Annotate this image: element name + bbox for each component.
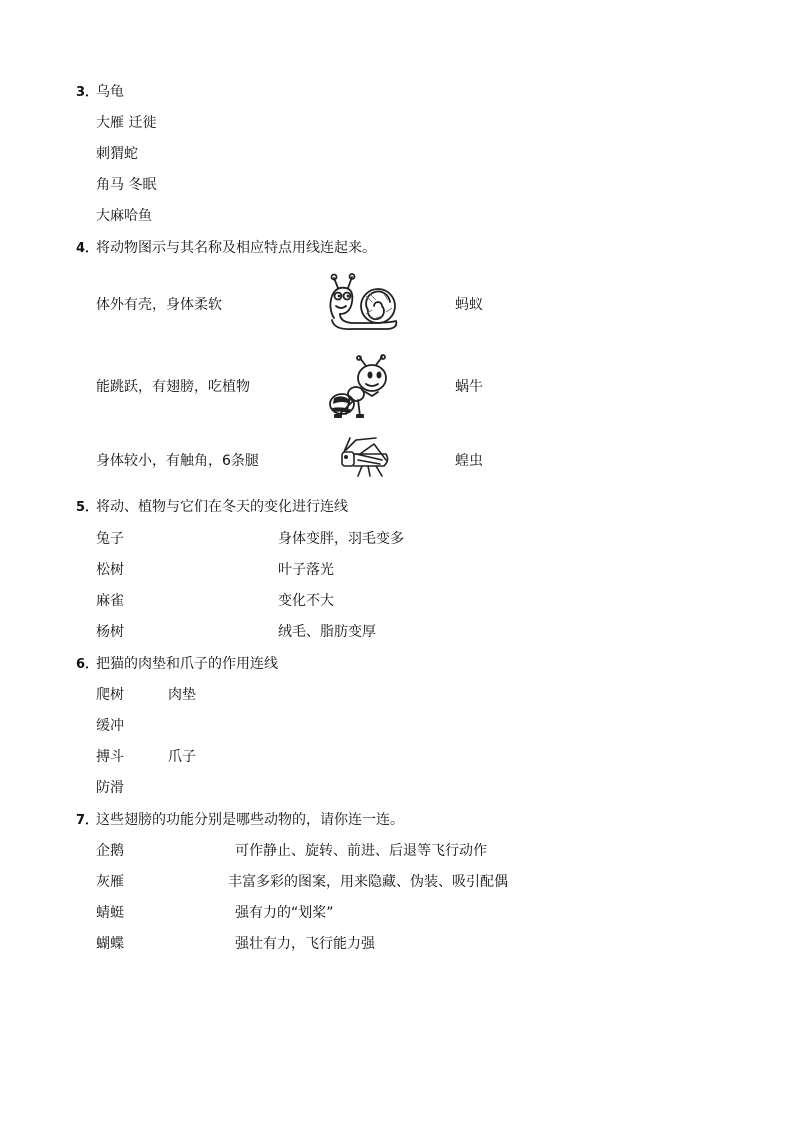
q7-number: 7．	[76, 813, 99, 828]
q7-left-item: 蝴蝶	[96, 936, 124, 952]
q6-left-item: 爬树	[96, 687, 124, 703]
q3-line: 刺猬蛇	[96, 146, 138, 162]
q3-line: 大麻哈鱼	[96, 208, 152, 224]
q6-left-item: 缓冲	[96, 718, 124, 734]
snail-icon	[326, 274, 400, 332]
q5-left-item: 松树	[96, 562, 124, 578]
q4-name: 蚂蚁	[455, 297, 483, 313]
q5-right-item: 变化不大	[278, 593, 334, 609]
q6-number: 6．	[76, 657, 99, 672]
q7-right-item: 可作静止、旋转、前进、后退等飞行动作	[235, 843, 487, 859]
q4-title: 将动物图示与其名称及相应特点用线连起来。	[96, 240, 376, 256]
q7-right-item: 丰富多彩的图案，用来隐藏、伪装、吸引配偶	[228, 874, 508, 890]
q7-title: 这些翅膀的功能分别是哪些动物的，请你连一连。	[96, 812, 404, 828]
q4-feature: 体外有壳，身体柔软	[96, 297, 222, 313]
q5-right-item: 身体变胖，羽毛变多	[278, 531, 404, 547]
q5-left-item: 杨树	[96, 624, 124, 640]
q5-left-item: 兔子	[96, 531, 124, 547]
q3-line: 角马 冬眠	[96, 177, 157, 193]
q7-left-item: 灰雁	[96, 874, 124, 890]
q6-left-item: 搏斗	[96, 749, 124, 765]
ant-icon	[326, 356, 392, 420]
q5-number: 5．	[76, 500, 99, 515]
q4-name: 蝗虫	[455, 453, 483, 469]
grasshopper-icon	[336, 436, 392, 478]
q3-title: 乌龟	[96, 84, 124, 100]
q7-left-item: 企鹅	[96, 843, 124, 859]
q4-number: 4．	[76, 241, 99, 256]
q7-right-item: 强有力的“划桨”	[235, 905, 334, 921]
q4-name: 蜗牛	[455, 379, 483, 395]
q6-title: 把猫的肉垫和爪子的作用连线	[96, 656, 278, 672]
q5-title: 将动、植物与它们在冬天的变化进行连线	[96, 499, 348, 515]
q6-right-item: 肉垫	[168, 687, 196, 703]
q3-line: 大雁 迁徙	[96, 115, 157, 131]
q4-feature: 身体较小，有触角，6条腿	[96, 453, 259, 469]
q6-left-item: 防滑	[96, 780, 124, 796]
q3-number: 3．	[76, 85, 99, 100]
q7-right-item: 强壮有力，飞行能力强	[235, 936, 375, 952]
q5-right-item: 叶子落光	[278, 562, 334, 578]
q6-right-item: 爪子	[168, 749, 196, 765]
q5-right-item: 绒毛、脂肪变厚	[278, 624, 376, 640]
q5-left-item: 麻雀	[96, 593, 124, 609]
q4-feature: 能跳跃，有翅膀，吃植物	[96, 379, 250, 395]
q7-left-item: 蜻蜓	[96, 905, 124, 921]
